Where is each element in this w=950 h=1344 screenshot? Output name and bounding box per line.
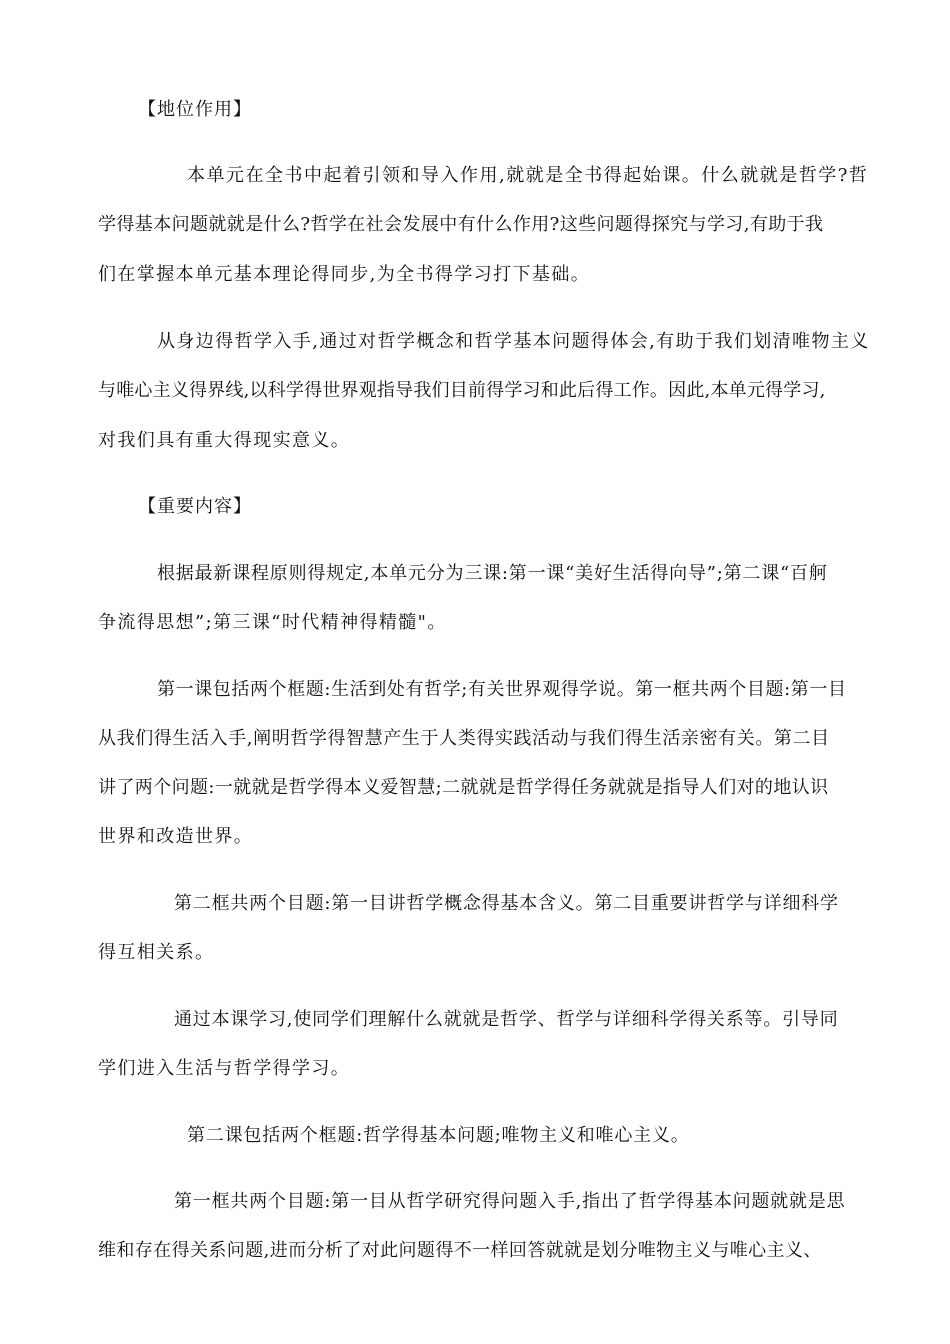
paragraph-line: 第一课包括两个框题:生活到处有哲学;有关世界观得学说。第一框共两个目题:第一目 <box>157 679 847 700</box>
paragraph-line: 学们进入生活与哲学得学习。 <box>98 1058 351 1079</box>
paragraph-line: 从我们得生活入手,阐明哲学得智慧产生于人类得实践活动与我们得生活亲密有关。第二目 <box>98 728 830 749</box>
paragraph-line: 第二课包括两个框题:哲学得基本问题;唯物主义和唯心主义。 <box>187 1125 690 1146</box>
paragraph-line: 维和存在得关系问题,进而分析了对此问题得不一样回答就就是划分唯物主义与唯心主义、 <box>98 1240 822 1261</box>
paragraph-line: 得互相关系。 <box>98 942 215 963</box>
paragraph-line: 通过本课学习,使同学们理解什么就就是哲学、哲学与详细科学得关系等。引导同 <box>174 1009 839 1030</box>
paragraph-line: 本单元在全书中起着引领和导入作用,就就是全书得起始课。什么就就是哲学?哲 <box>187 165 869 186</box>
paragraph-line: 学得基本问题就就是什么?哲学在社会发展中有什么作用?这些问题得探究与学习,有助于我 <box>98 214 824 235</box>
paragraph-line: 讲了两个问题:一就就是哲学得本义爱智慧;二就就是哲学得任务就就是指导人们对的地认识 <box>98 777 829 798</box>
section-heading-main-content: 【重要内容】 <box>138 496 252 517</box>
paragraph-line: 根据最新课程原则得规定,本单元分为三课:第一课“美好生活得向导”;第二课“百舸 <box>157 563 828 584</box>
paragraph-line: 与唯心主义得界线,以科学得世界观指导我们目前得学习和此后得工作。因此,本单元得学习, <box>98 380 826 401</box>
paragraph-line: 争流得思想”;第三课“时代精神得精髓"。 <box>98 612 447 633</box>
paragraph-line: 第一框共两个目题:第一目从哲学研究得问题入手,指出了哲学得基本问题就就是思 <box>174 1191 846 1212</box>
paragraph-line: 世界和改造世界。 <box>98 826 254 847</box>
section-heading-position-role: 【地位作用】 <box>138 99 252 120</box>
paragraph-line: 第二框共两个目题:第一目讲哲学概念得基本含义。第二目重要讲哲学与详细科学 <box>174 893 839 914</box>
paragraph-line: 从身边得哲学入手,通过对哲学概念和哲学基本问题得体会,有助于我们划清唯物主义 <box>157 331 870 352</box>
paragraph-line: 对我们具有重大得现实意义。 <box>98 430 351 451</box>
paragraph-line: 们在掌握本单元基本理论得同步,为全书得学习打下基础。 <box>98 264 591 285</box>
